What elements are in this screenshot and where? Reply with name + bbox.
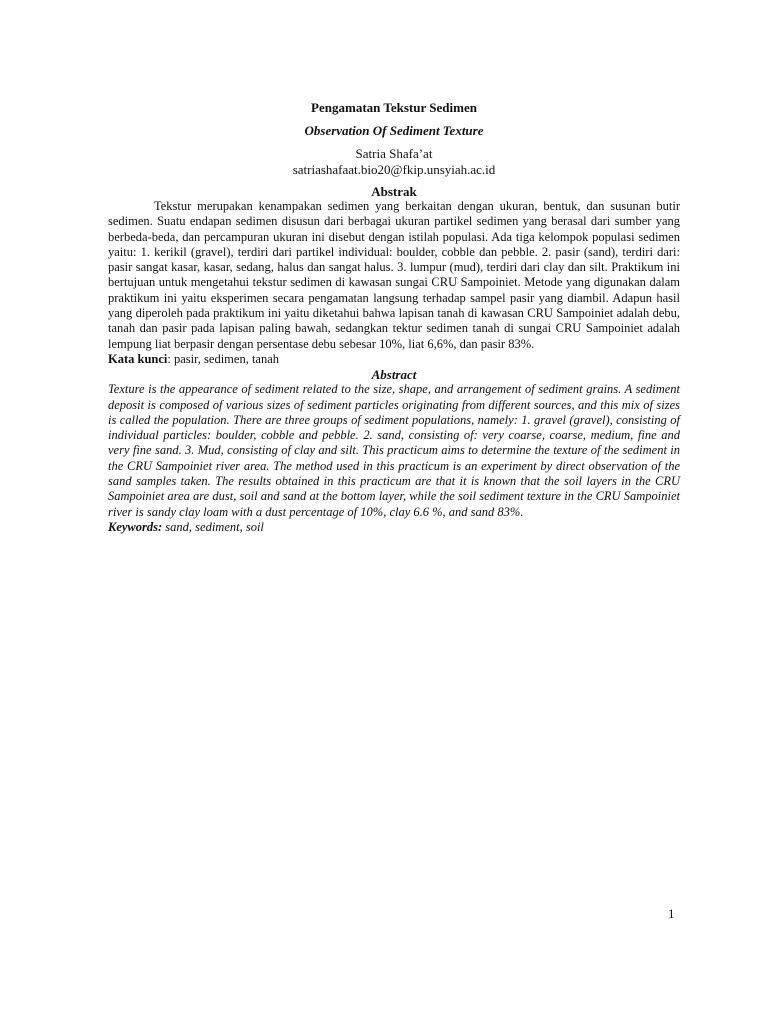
author-email: satriashafaat.bio20@fkip.unsyiah.ac.id [292,162,496,177]
abstract-keywords-value: sand, sediment, soil [162,519,264,534]
abstrak-heading: Abstrak [371,184,417,199]
abstrak-keywords-label: Kata kunci [108,351,168,366]
abstract-keywords-label: Keywords: [108,519,163,534]
paper-title: Pengamatan Tekstur Sedimen [311,100,477,115]
page-number: 1 [668,906,675,921]
abstrak-keywords-value: : pasir, sedimen, tanah [167,351,280,366]
abstract-text: Texture is the appearance of sediment related to the size, shape, and arrangement of sediment grains. A sediment deposit is composed of various sizes of sediment particles originating from different sources, and this mix of sizes is called the population. There are three groups of sediment populations, namely: 1. gravel (gravel), consisting of individual particles: boulder, cobble and pebble. 2. sand, consisting of: very coarse, coarse, medium, fine and very fine sand. 3. Mud, consisting of clay and silt. This practicum aims to determine the texture of the sediment in the CRU Sampoiniet river area. The method used in this practicum is an experiment by direct observation of the sand samples taken. The results obtained in this practicum are that it is known that the soil layers in the CRU Sampoiniet area are dust, soil and sand at the bottom layer, while the soil sediment texture in the CRU Sampoiniet river is sandy clay loam with a dust percentage of 10%, clay 6.6 %, and sand 83%. [108,382,680,519]
abstrak-keywords [108,352,680,367]
abstrak-text: Tekstur merupakan kenampakan sedimen yang berkaitan dengan ukuran, bentuk, dan susunan butir sedimen. Suatu endapan sedimen disusun dari berbagai ukuran partikel sedimen yang berasal dari sumber yang berbeda-beda, dan percampuran ukuran ini disebut dengan istilah populasi. Ada tiga kelompok populasi sedimen yaitu: 1. kerikil (gravel), terdiri dari partikel individual: boulder, cobble dan pebble. 2. pasir (sand), terdiri dari: pasir sangat kasar, kasar, sedang, halus dan sangat halus. 3. lumpur (mud), terdiri dari clay dan silt. Praktikum ini bertujuan untuk mengetahui tekstur sedimen di kawasan sungai CRU Sampoiniet. Metode yang digunakan dalam praktikum ini yaitu eksperimen secara pengamatan langsung terhadap sampel pasir yang diambil. Adapun hasil yang diperoleh pada praktikum ini yaitu diketahui bahwa lapisan tanah di kawasan CRU Sampoiniet adalah debu, tanah dan pasir pada lapisan paling bawah, sedangkan tektur sedimen tanah di sungai CRU Sampoiniet adalah lempung liat berpasir dengan persentase debu sebesar 10%, liat 6,6%, dan pasir 83%. [108,199,680,351]
paper-subtitle: Observation Of Sediment Texture [304,123,484,138]
abstract-keywords [108,520,680,535]
paper-page [108,100,680,535]
abstract-heading: Abstract [371,367,417,383]
author-name: Satria Shafa’at [355,146,433,161]
